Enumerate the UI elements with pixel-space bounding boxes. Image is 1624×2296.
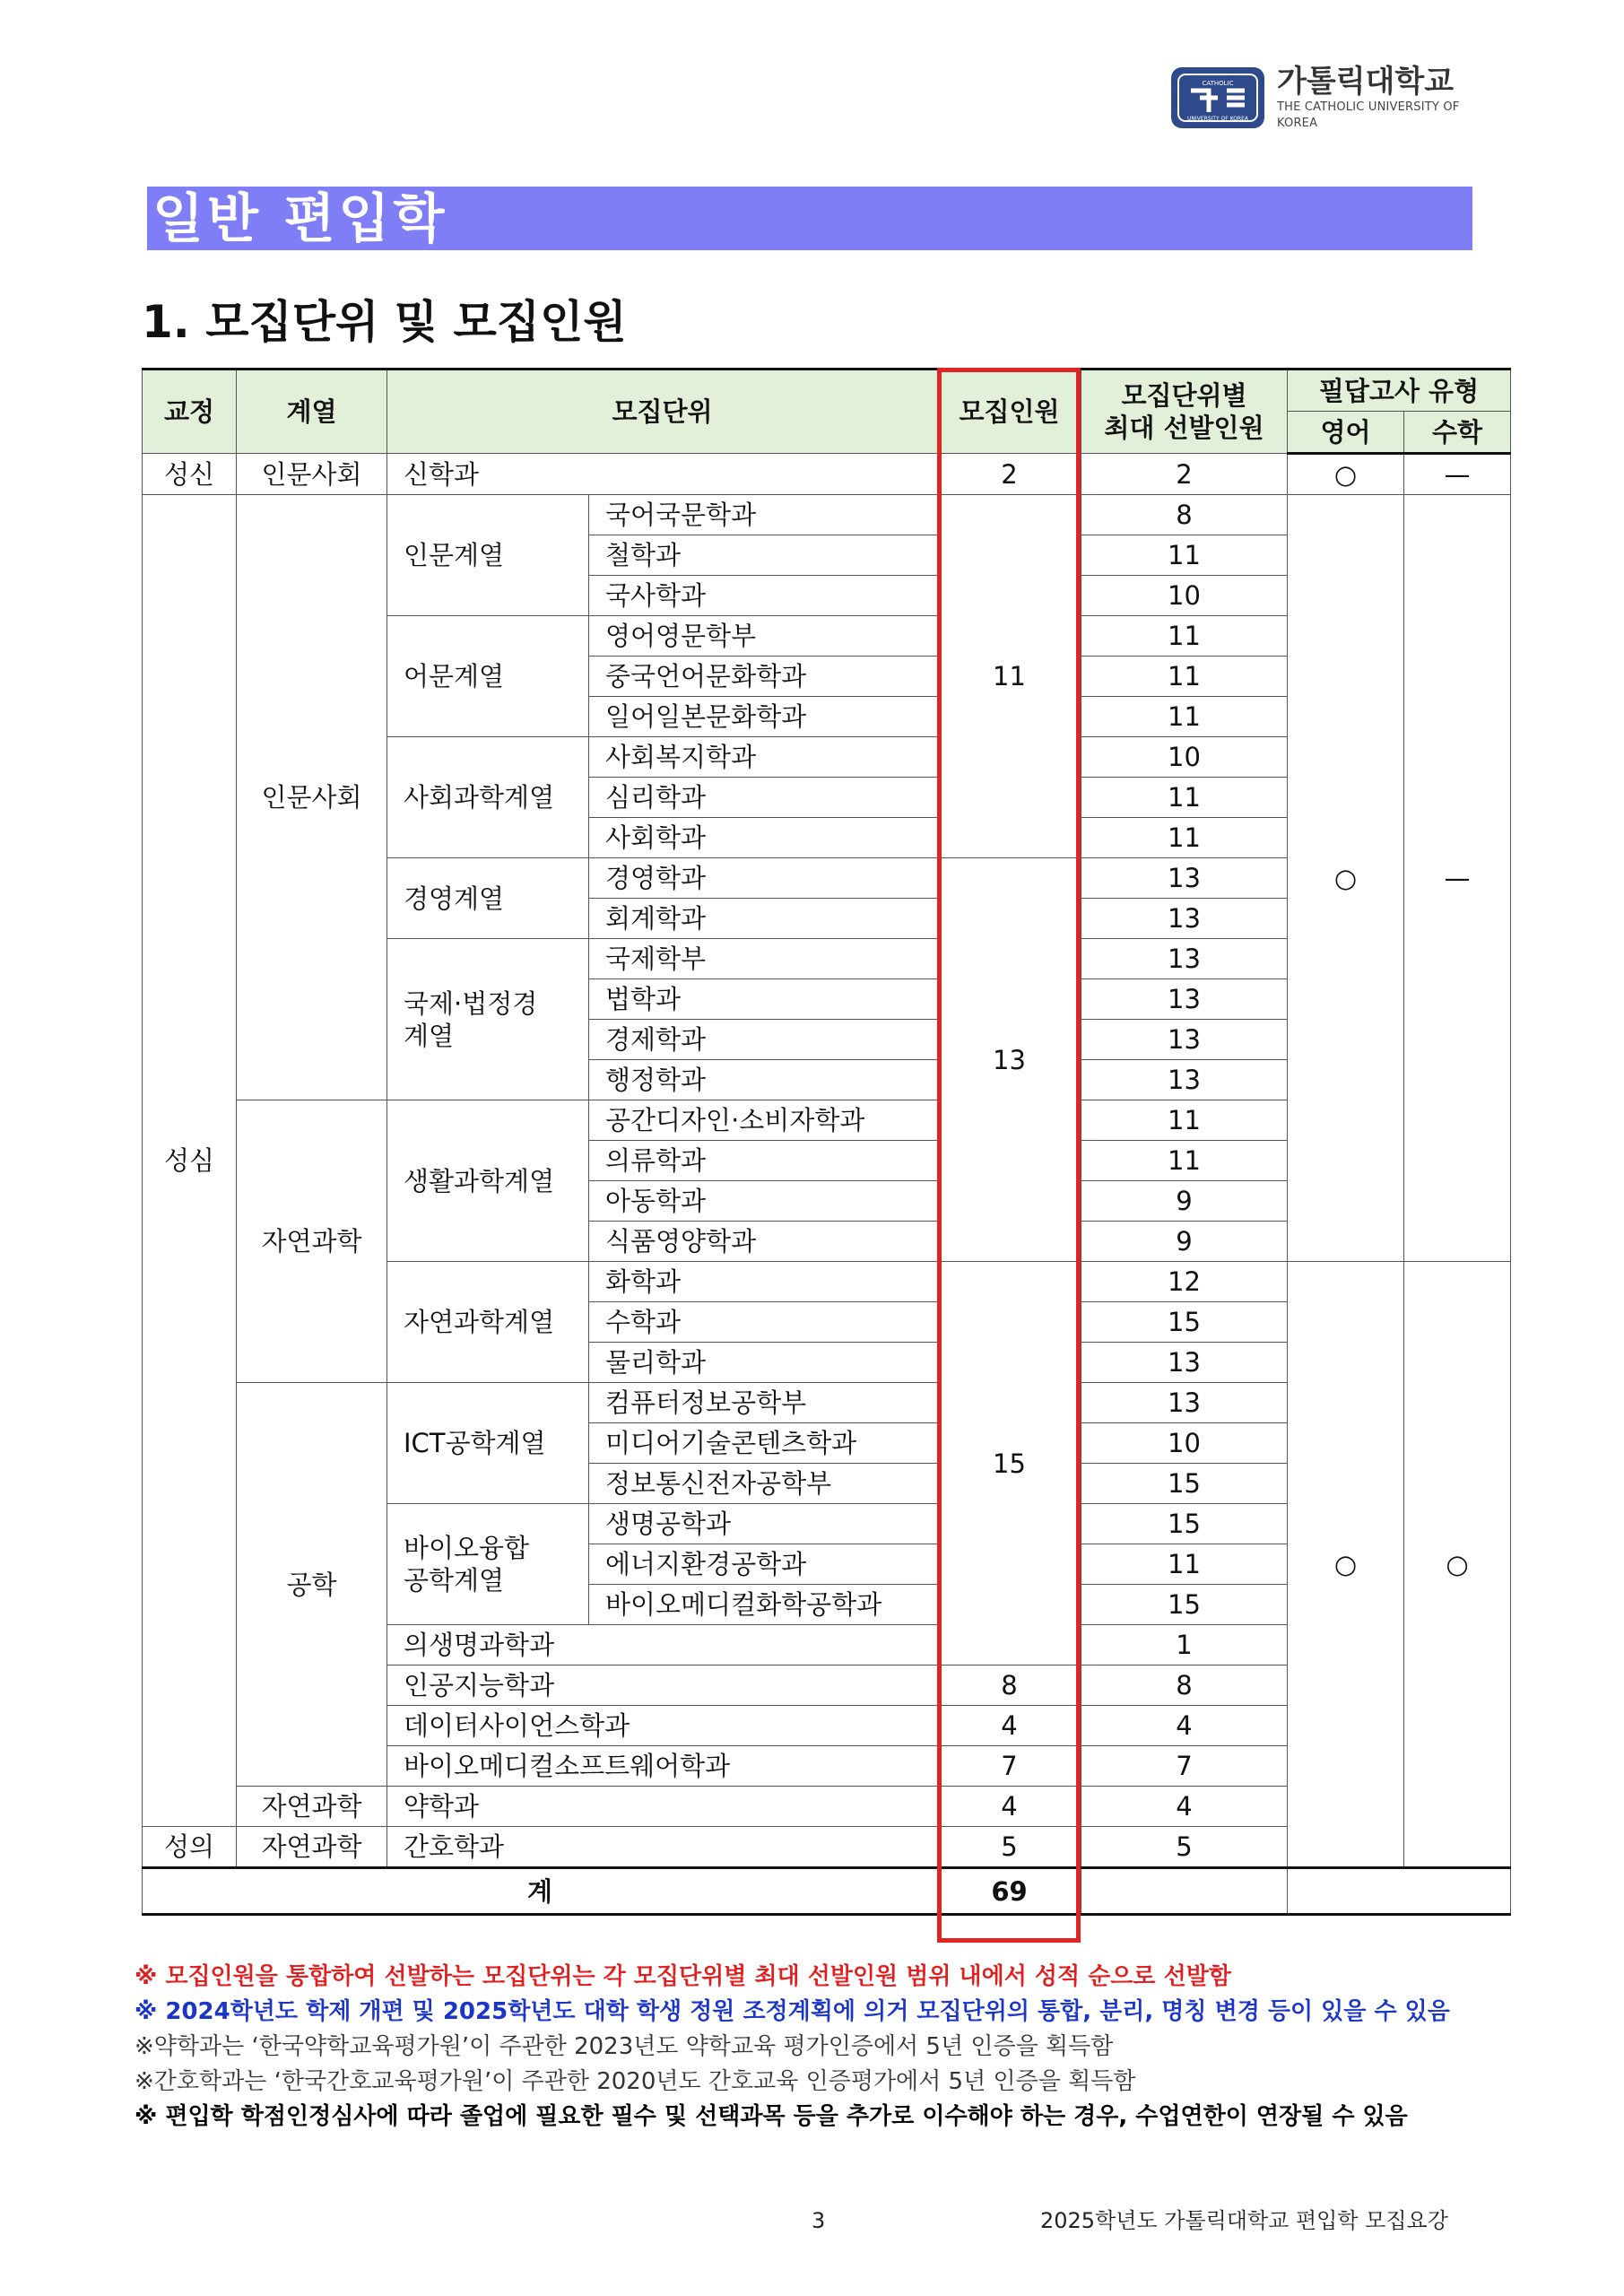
math-exam-cell: ○ xyxy=(1404,1262,1511,1868)
max-cell: 13 xyxy=(1081,858,1288,899)
header-max-line2: 최대 선발인원 xyxy=(1104,413,1264,443)
unit-cell: 바이오메디컬화학공학과 xyxy=(589,1585,938,1625)
max-cell: 10 xyxy=(1081,737,1288,778)
division-cell: 자연과학 xyxy=(237,1100,387,1383)
max-cell: 8 xyxy=(1081,1665,1288,1706)
group-cell-line: 계열 xyxy=(404,1020,455,1051)
unit-cell: 인공지능학과 xyxy=(387,1665,938,1706)
max-cell: 10 xyxy=(1081,576,1288,616)
group-cell: 생활과학계열 xyxy=(387,1100,589,1262)
max-cell: 4 xyxy=(1081,1706,1288,1746)
max-cell: 13 xyxy=(1081,899,1288,939)
english-exam-cell: ○ xyxy=(1288,495,1404,1262)
header-division: 계열 xyxy=(237,370,387,454)
quota-cell: 15 xyxy=(938,1262,1081,1665)
unit-cell: 생명공학과 xyxy=(589,1504,938,1544)
header-exam-math: 수학 xyxy=(1404,412,1511,454)
math-exam-cell: — xyxy=(1404,495,1511,1262)
table-row xyxy=(143,454,1511,495)
group-cell: 사회과학계열 xyxy=(387,737,589,858)
note-line: ※ 편입학 학점인정심사에 따라 졸업에 필요한 필수 및 선택과목 등을 추가로 이수해야 하는 경우, 수업연한이 연장될 수 있음 xyxy=(135,2103,1408,2130)
header-quota: 모집인원 xyxy=(938,370,1081,454)
unit-cell: 회계학과 xyxy=(589,899,938,939)
unit-cell: 행정학과 xyxy=(589,1060,938,1100)
max-cell: 11 xyxy=(1081,697,1288,737)
unit-cell: 국어국문학과 xyxy=(589,495,938,535)
recruitment-table xyxy=(142,368,1511,1916)
campus-cell: 성신 xyxy=(143,454,237,495)
group-cell: 인문계열 xyxy=(387,495,589,616)
unit-cell: 의생명과학과 xyxy=(387,1625,938,1665)
quota-cell: 7 xyxy=(938,1746,1081,1787)
svg-text:UNIVERSITY OF KOREA: UNIVERSITY OF KOREA xyxy=(1186,116,1249,122)
total-row xyxy=(143,1868,1511,1915)
max-cell: 13 xyxy=(1081,1060,1288,1100)
max-cell: 7 xyxy=(1081,1746,1288,1787)
division-cell: 인문사회 xyxy=(237,454,387,495)
max-cell: 15 xyxy=(1081,1302,1288,1343)
quota-cell: 4 xyxy=(938,1787,1081,1827)
page-title: 1. 모집단위 및 모집인원 xyxy=(142,296,627,348)
max-cell: 13 xyxy=(1081,939,1288,979)
section-banner xyxy=(147,187,1472,250)
unit-cell: 공간디자인·소비자학과 xyxy=(589,1100,938,1141)
unit-cell: 신학과 xyxy=(387,454,938,495)
unit-cell: 심리학과 xyxy=(589,778,938,818)
quota-cell: 8 xyxy=(938,1665,1081,1706)
note-line: ※ 2024학년도 학제 개편 및 2025학년도 대학 학생 정원 조정계획에 의거 모집단위의 통합, 분리, 명칭 변경 등이 있을 수 있음 xyxy=(135,1998,1450,2025)
unit-cell: 미디어기술콘텐츠학과 xyxy=(589,1423,938,1464)
recruitment-table-wrap xyxy=(142,368,1510,1916)
unit-cell: 데이터사이언스학과 xyxy=(387,1706,938,1746)
unit-cell: 에너지환경공학과 xyxy=(589,1544,938,1585)
math-exam-cell: — xyxy=(1404,454,1511,495)
max-cell: 9 xyxy=(1081,1181,1288,1222)
university-logo xyxy=(1169,63,1492,133)
university-name: 가톨릭대학교 xyxy=(1277,64,1455,100)
university-name-en: THE CATHOLIC UNIVERSITY OF KOREA xyxy=(1277,100,1460,130)
max-cell: 2 xyxy=(1081,454,1288,495)
notes xyxy=(135,1960,1524,2135)
max-cell: 15 xyxy=(1081,1464,1288,1504)
unit-cell: 중국언어문화학과 xyxy=(589,657,938,697)
max-cell: 4 xyxy=(1081,1787,1288,1827)
group-cell: 자연과학계열 xyxy=(387,1262,589,1383)
division-cell: 자연과학 xyxy=(237,1827,387,1868)
unit-cell: 화학과 xyxy=(589,1262,938,1302)
max-cell: 13 xyxy=(1081,1020,1288,1060)
group-cell-line: 바이오융합 xyxy=(404,1533,530,1563)
unit-cell: 식품영양학과 xyxy=(589,1222,938,1262)
note-line: ※약학과는 ‘한국약학교육평가원’이 주관한 2023년도 약학교육 평가인증에서 5년 인증을 획득함 xyxy=(135,2033,1114,2060)
banner-title: 일반 편입학 xyxy=(152,187,448,249)
group-cell xyxy=(387,939,589,1100)
max-cell: 8 xyxy=(1081,495,1288,535)
max-cell: 11 xyxy=(1081,1100,1288,1141)
max-cell: 11 xyxy=(1081,818,1288,858)
division-cell: 공학 xyxy=(237,1383,387,1787)
unit-cell: 법학과 xyxy=(589,979,938,1020)
max-cell: 11 xyxy=(1081,778,1288,818)
max-cell: 13 xyxy=(1081,979,1288,1020)
note-line: ※간호학과는 ‘한국간호교육평가원’이 주관한 2020년도 간호교육 인증평가에서 5년 인증을 획득함 xyxy=(135,2068,1136,2095)
header-unit: 모집단위 xyxy=(387,370,938,454)
division-cell: 자연과학 xyxy=(237,1787,387,1827)
unit-cell: 수학과 xyxy=(589,1302,938,1343)
note-line: ※ 모집인원을 통합하여 선발하는 모집단위는 각 모집단위별 최대 선발인원 범위 내에서 성적 순으로 선발함 xyxy=(135,1963,1231,1990)
english-exam-cell: ○ xyxy=(1288,1262,1404,1868)
quota-cell: 11 xyxy=(938,495,1081,858)
max-cell: 11 xyxy=(1081,1141,1288,1181)
unit-cell: 경영학과 xyxy=(589,858,938,899)
header-campus: 교정 xyxy=(143,370,237,454)
english-exam-cell: ○ xyxy=(1288,454,1404,495)
quota-cell: 2 xyxy=(938,454,1081,495)
max-cell: 9 xyxy=(1081,1222,1288,1262)
total-label: 계 xyxy=(143,1868,938,1915)
header-exam: 필답고사 유형 xyxy=(1288,370,1511,412)
campus-cell: 성의 xyxy=(143,1827,237,1868)
page-number: 3 xyxy=(812,2208,826,2233)
total-empty-cell xyxy=(1081,1868,1288,1915)
quota-cell: 4 xyxy=(938,1706,1081,1746)
header-max xyxy=(1081,370,1288,454)
max-cell: 12 xyxy=(1081,1262,1288,1302)
unit-cell: 국제학부 xyxy=(589,939,938,979)
unit-cell: 일어일본문화학과 xyxy=(589,697,938,737)
max-cell: 11 xyxy=(1081,657,1288,697)
unit-cell: 사회복지학과 xyxy=(589,737,938,778)
unit-cell: 물리학과 xyxy=(589,1343,938,1383)
group-cell: 경영계열 xyxy=(387,858,589,939)
unit-cell: 약학과 xyxy=(387,1787,938,1827)
max-cell: 11 xyxy=(1081,1544,1288,1585)
header-exam-english: 영어 xyxy=(1288,412,1404,454)
group-cell-line: 국제·법정경 xyxy=(404,987,538,1019)
campus-cell: 성심 xyxy=(143,495,237,1827)
quota-cell: 13 xyxy=(938,858,1081,1262)
unit-cell: 정보통신전자공학부 xyxy=(589,1464,938,1504)
division-cell: 인문사회 xyxy=(237,495,387,1100)
unit-cell: 영어영문학부 xyxy=(589,616,938,657)
max-cell: 11 xyxy=(1081,535,1288,576)
unit-cell: 의류학과 xyxy=(589,1141,938,1181)
unit-cell: 컴퓨터정보공학부 xyxy=(589,1383,938,1423)
max-cell: 15 xyxy=(1081,1504,1288,1544)
unit-cell: 바이오메디컬소프트웨어학과 xyxy=(387,1746,938,1787)
max-cell: 13 xyxy=(1081,1383,1288,1423)
header-max-line1: 모집단위별 xyxy=(1121,380,1247,411)
unit-cell: 철학과 xyxy=(589,535,938,576)
svg-text:CATHOLIC: CATHOLIC xyxy=(1202,80,1234,87)
group-cell: 어문계열 xyxy=(387,616,589,737)
table-row xyxy=(143,495,1511,535)
group-cell-line: 공학계열 xyxy=(404,1565,505,1596)
unit-cell: 경제학과 xyxy=(589,1020,938,1060)
unit-cell: 사회학과 xyxy=(589,818,938,858)
max-cell: 1 xyxy=(1081,1625,1288,1665)
max-cell: 5 xyxy=(1081,1827,1288,1868)
total-empty-cell xyxy=(1288,1868,1511,1915)
unit-cell: 간호학과 xyxy=(387,1827,938,1868)
footer-title: 2025학년도 가톨릭대학교 편입학 모집요강 xyxy=(1040,2208,1448,2233)
max-cell: 15 xyxy=(1081,1585,1288,1625)
total-value: 69 xyxy=(938,1868,1081,1915)
max-cell: 11 xyxy=(1081,616,1288,657)
max-cell: 13 xyxy=(1081,1343,1288,1383)
unit-cell: 국사학과 xyxy=(589,576,938,616)
max-cell: 10 xyxy=(1081,1423,1288,1464)
group-cell xyxy=(387,1504,589,1625)
quota-cell: 5 xyxy=(938,1827,1081,1868)
group-cell: ICT공학계열 xyxy=(387,1383,589,1504)
university-seal-icon xyxy=(1169,65,1266,130)
unit-cell: 아동학과 xyxy=(589,1181,938,1222)
